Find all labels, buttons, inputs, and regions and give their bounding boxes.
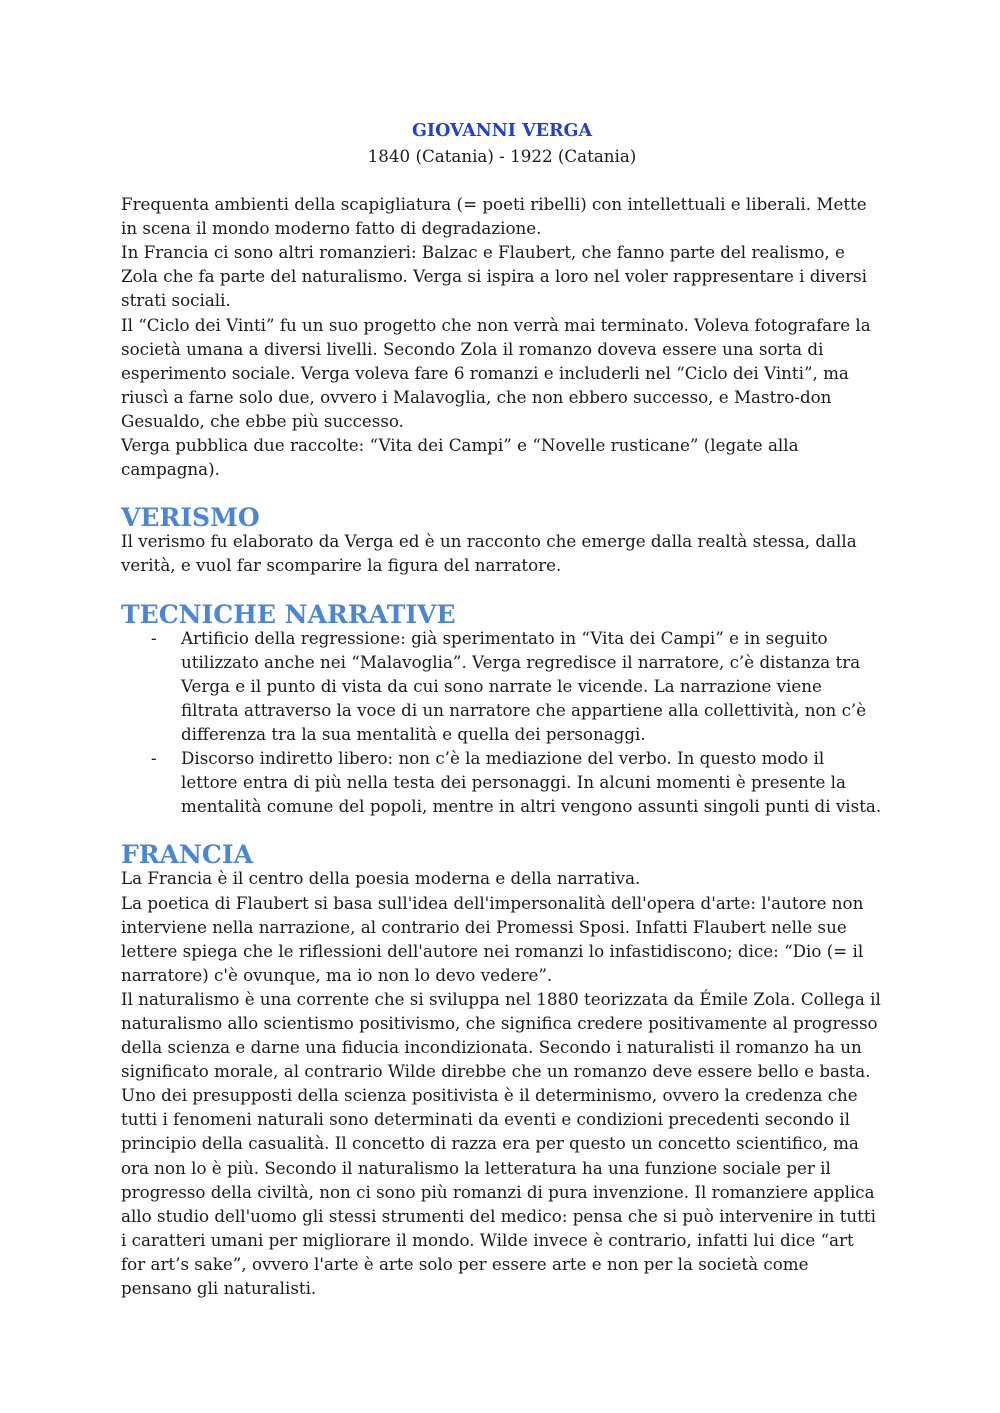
document-page	[121, 118, 883, 1300]
francia-paragraph: La poetica di Flaubert si basa sull'idea dell'impersonalità dell'opera d'arte: l'autore non interviene nella narrazione, al contrario dei Promessi Sposi. Infatti Flaubert nelle sue lettere spiega che le riflessioni dell'autore nei romanzi lo infastidiscono; dice: “Dio (= il narratore) c'è ovunque, ma io non lo devo vedere”.	[121, 892, 864, 985]
tecniche-section	[121, 598, 883, 819]
list-item-text: Discorso indiretto libero: non c’è la mediazione del verbo. In questo modo il lettore entra di più nella testa dei personaggi. In alcuni momenti è presente la mentalità comune del popoli, mentre in altri vengono assunti singoli punti di vista.	[181, 748, 882, 817]
intro-paragraph: Verga pubblica due raccolte: “Vita dei Campi” e “Novelle rusticane” (legate alla campagna).	[121, 435, 799, 480]
section-heading-verismo: VERISMO	[121, 502, 260, 533]
list-item	[121, 626, 883, 746]
verismo-paragraph: Il verismo fu elaborato da Verga ed è un racconto che emerge dalla realtà stessa, dalla verità, e vuol far scomparire la figura del narratore.	[121, 531, 857, 576]
list-item	[121, 746, 883, 818]
intro-section	[121, 192, 883, 481]
intro-paragraph: Frequenta ambienti della scapigliatura (= poeti ribelli) con intellettuali e liberali. Mette in scena il mondo moderno fatto di degradazione.	[121, 194, 867, 239]
list-item-text: Artificio della regressione: già sperimentato in “Vita dei Campi” e in seguito utilizzato anche nei “Malavoglia”. Verga regredisce il narratore, c’è distanza tra Verga e il punto di vista da cui sono narrate le vicende. La narrazione viene filtrata attraverso la voce di un narratore che appartiene alla collettività, non c’è differenza tra la sua mentalità e quella dei personaggi.	[181, 627, 867, 744]
francia-section	[121, 839, 883, 1300]
section-heading-tecniche: TECNICHE NARRATIVE	[121, 598, 456, 629]
francia-paragraph: La Francia è il centro della poesia moderna e della narrativa.	[121, 868, 641, 889]
dash-bullet: -	[151, 748, 157, 769]
intro-paragraph: Il “Ciclo dei Vinti” fu un suo progetto che non verrà mai terminato. Voleva fotografare la società umana a diversi livelli. Secondo Zola il romanzo doveva essere una sorta di esperimento sociale. Verga voleva fare 6 romanzi e includerli nel “Ciclo dei Vinti”, ma riuscì a farne solo due, ovvero i Malavoglia, che non ebbero successo, e Mastro-don Gesualdo, che ebbe più successo.	[121, 314, 871, 431]
tecniche-list	[121, 626, 883, 819]
page-subtitle: 1840 (Catania) - 1922 (Catania)	[367, 146, 637, 166]
francia-paragraph: Il naturalismo è una corrente che si sviluppa nel 1880 teorizzata da Émile Zola. Collega il naturalismo allo scientismo positivismo, che significa credere positivamente al progresso della scienza e darne una fiducia incondizionata. Secondo i naturalisti il romanzo ha un significato morale, al contrario Wilde direbbe che un romanzo deve essere bello e basta. Uno dei presupposti della scienza positivista è il determinismo, ovvero la credenza che tutti i fenomeni naturali sono determinati da eventi e condizioni precedenti secondo il principio della casualità. Il concetto di razza era per questo un concetto scientifico, ma ora non lo è più. Secondo il naturalismo la letteratura ha una funzione sociale per il progresso della civiltà, non ci sono più romanzi di pura invenzione. Il romanziere applica allo studio dell'uomo gli stessi strumenti del medico: pensa che si può intervenire in tutti i caratteri umani per migliorare il mondo. Wilde invece è contrario, infatti lui dice “art for art’s sake”, ovvero l'arte è arte solo per essere arte e non per la società come pensano gli naturalisti.	[121, 988, 881, 1299]
verismo-section	[121, 502, 883, 577]
section-heading-francia: FRANCIA	[121, 839, 254, 870]
intro-paragraph: In Francia ci sono altri romanzieri: Balzac e Flaubert, che fanno parte del realismo, e Zola che fa parte del naturalismo. Verga si ispira a loro nel voler rappresentare i diversi strati sociali.	[121, 242, 867, 311]
dash-bullet: -	[151, 627, 157, 648]
page-title: GIOVANNI VERGA	[411, 121, 593, 141]
